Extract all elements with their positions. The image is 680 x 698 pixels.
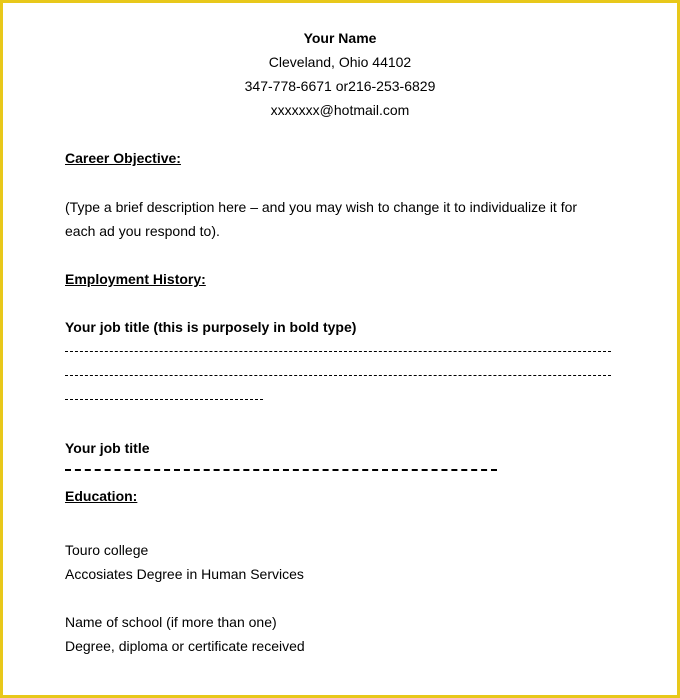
career-objective-text-line2: each ad you respond to). [65, 223, 220, 239]
resume-location: Cleveland, Ohio 44102 [268, 54, 412, 70]
job2-title: Your job title [65, 440, 150, 456]
education-degree1: Accosiates Degree in Human Services [65, 566, 304, 582]
resume-name: Your Name [303, 30, 377, 46]
career-objective-text-line1: (Type a brief description here – and you may wish to change it to individualize it for [65, 199, 578, 215]
career-objective-heading: Career Objective: [65, 150, 181, 166]
education-heading: Education: [65, 488, 138, 504]
job1-dash-line-3 [65, 399, 263, 400]
job1-dash-line-2 [65, 375, 611, 376]
resume-phone: 347-778-6671 or216-253-6829 [244, 78, 436, 94]
job1-title: Your job title (this is purposely in bold type) [65, 319, 357, 335]
resume-email: xxxxxxx@hotmail.com [270, 102, 410, 118]
job1-dash-line-1 [65, 351, 611, 352]
education-degree2: Degree, diploma or certificate received [65, 638, 305, 654]
job2-dash-line [65, 469, 497, 471]
education-school1: Touro college [65, 542, 149, 558]
resume-document [3, 3, 677, 695]
education-school2: Name of school (if more than one) [65, 614, 277, 630]
employment-history-heading: Employment History: [65, 271, 206, 287]
